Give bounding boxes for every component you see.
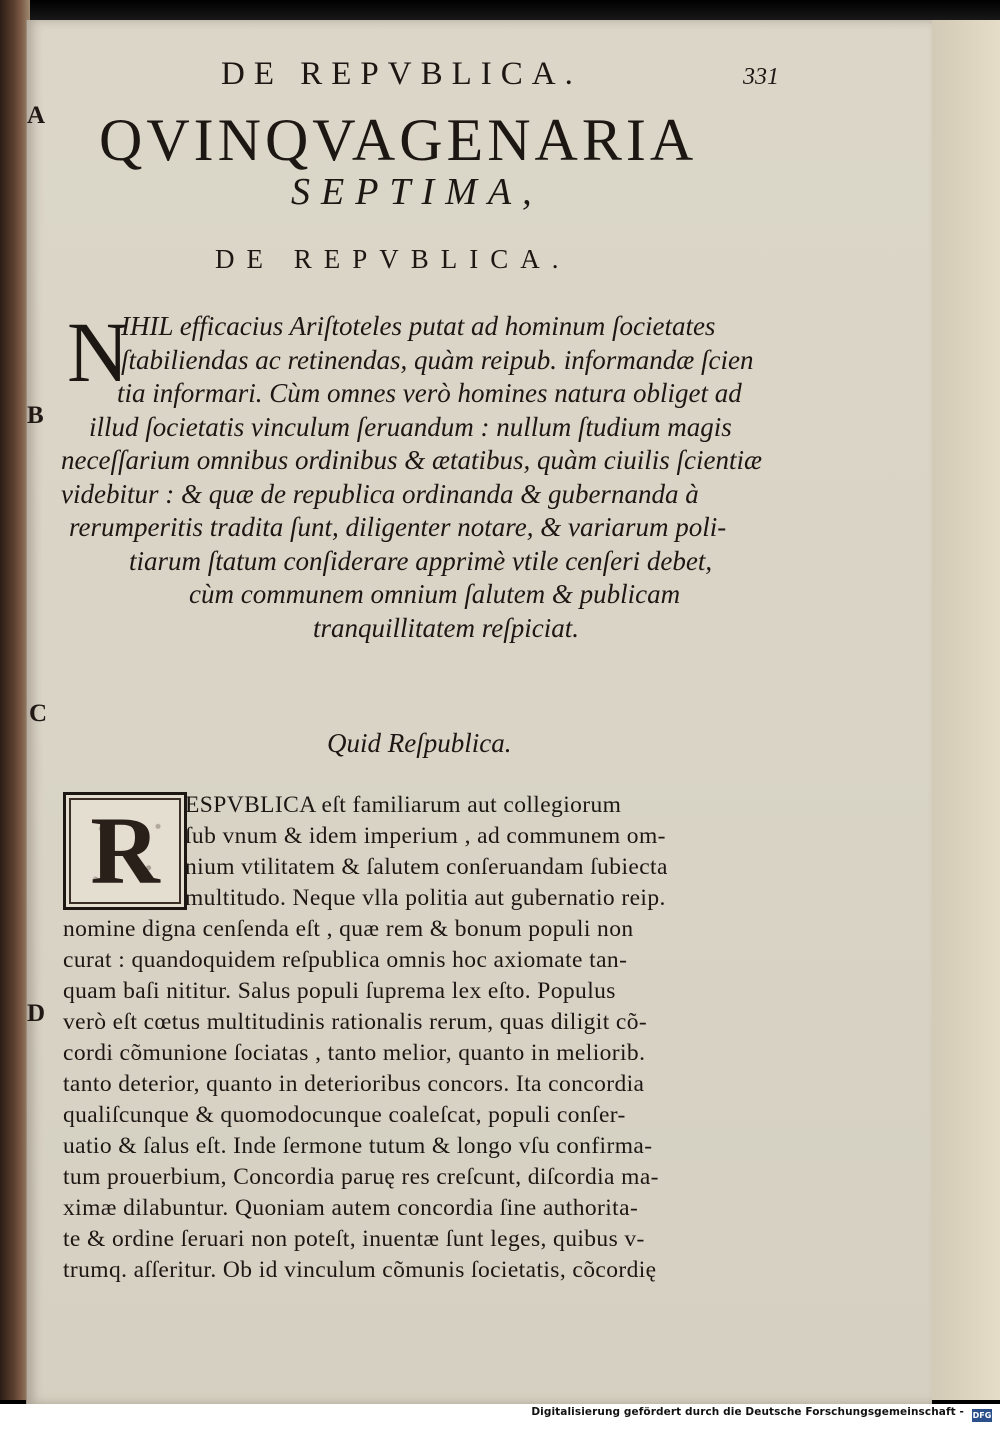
intro-line: illud ſocietatis vinculum ſeruandum : nullum ſtudium magis xyxy=(89,411,732,442)
intro-line: IHIL efficacius Ariſtoteles putat ad hominum ſocietates xyxy=(121,311,716,341)
body-line: trumq. aſſeritur. Ob id vinculum cõmunis ſocietatis, cõcordię xyxy=(63,1257,657,1283)
body-line: verò eſt cœtus multitudinis rationalis rerum, quas diligit cõ- xyxy=(63,1009,648,1035)
body-line: tum prouerbium, Concordia paruę res creſcunt, diſcordia ma- xyxy=(63,1164,659,1190)
body-line: curat : quandoquidem reſpublica omnis hoc axiomate tan- xyxy=(63,947,628,973)
margin-letter-a: A xyxy=(27,102,46,129)
scan-top-edge xyxy=(0,0,1000,22)
intro-line: rerumperitis tradita ſunt, diligenter notare, & variarum poli- xyxy=(69,512,727,542)
intro-line: tia informari. Cùm omnes verò homines natura obliget ad xyxy=(117,378,742,408)
body-line: quam baſi nititur. Salus populi ſuprema lex eſto. Populus xyxy=(63,978,616,1004)
intro-drop-cap: N xyxy=(67,304,130,400)
margin-letter-c: C xyxy=(29,700,48,727)
body-line: multitudo. Neque vlla politia aut gubernatio reip. xyxy=(185,885,666,911)
page-number: 331 xyxy=(743,64,779,90)
body-line: uatio & ſalus eſt. Inde ſermone tutum & longo vſu confirma- xyxy=(63,1133,653,1159)
intro-line: ſtabiliendas ac retinendas, quàm reipub. informandæ ſcien xyxy=(121,344,754,375)
body-line: qualiſcunque & quomodocunque coaleſcat, populi conſer- xyxy=(63,1102,626,1128)
body-line: nium vtilitatem & ſalutem conſeruandam ſubiecta xyxy=(185,854,668,880)
margin-letter-b: B xyxy=(27,402,44,429)
digitization-credit: Digitalisierung gefördert durch die Deutsche Forschungsgemeinschaft - xyxy=(531,1406,964,1418)
dfg-logo: DFG xyxy=(972,1411,992,1420)
body-line: ESPVBLICA eſt familiarum aut collegiorum xyxy=(185,792,622,818)
body-paragraph xyxy=(63,790,783,1286)
body-line: ximæ dilabuntur. Quoniam autem concordia ſine authorita- xyxy=(63,1195,639,1221)
chapter-subtitle: SEPTIMA, xyxy=(291,171,543,213)
running-head: DE REPVBLICA. xyxy=(221,56,582,92)
body-line: tanto deterior, quanto in deterioribus concors. Ita concordia xyxy=(63,1071,645,1097)
intro-line: cùm communem omnium ſalutem & publicam xyxy=(189,579,681,609)
body-line: nomine digna cenſenda eſt , quæ rem & bonum populi non xyxy=(63,916,634,942)
book-page xyxy=(26,20,932,1404)
body-line: cordi cõmunione ſociatas , tanto melior, quanto in meliorib. xyxy=(63,1040,646,1066)
intro-line: videbitur : & quæ de republica ordinanda & gubernanda à xyxy=(61,478,699,509)
subheading: Quid Reſpublica. xyxy=(327,728,512,758)
drop-cap-letter: R xyxy=(90,797,160,904)
body-line: te & ordine ſeruari non poteſt, inuentæ ſunt leges, quibus v- xyxy=(63,1226,645,1252)
body-line: ſub vnum & idem imperium , ad communem om- xyxy=(185,823,666,849)
margin-letter-d: D xyxy=(27,1000,46,1027)
section-heading: DE REPVBLICA. xyxy=(215,244,571,274)
intro-line: neceſſarium omnibus ordinibus & ætatibus, quàm ciuilis ſcientiæ xyxy=(61,445,762,475)
chapter-title: QVINQVAGENARIA xyxy=(99,107,698,173)
intro-paragraph xyxy=(61,304,781,645)
intro-line: tiarum ſtatum conſiderare apprimè vtile cenſeri debet, xyxy=(129,545,713,576)
intro-line: tranquillitatem reſpiciat. xyxy=(313,612,579,643)
